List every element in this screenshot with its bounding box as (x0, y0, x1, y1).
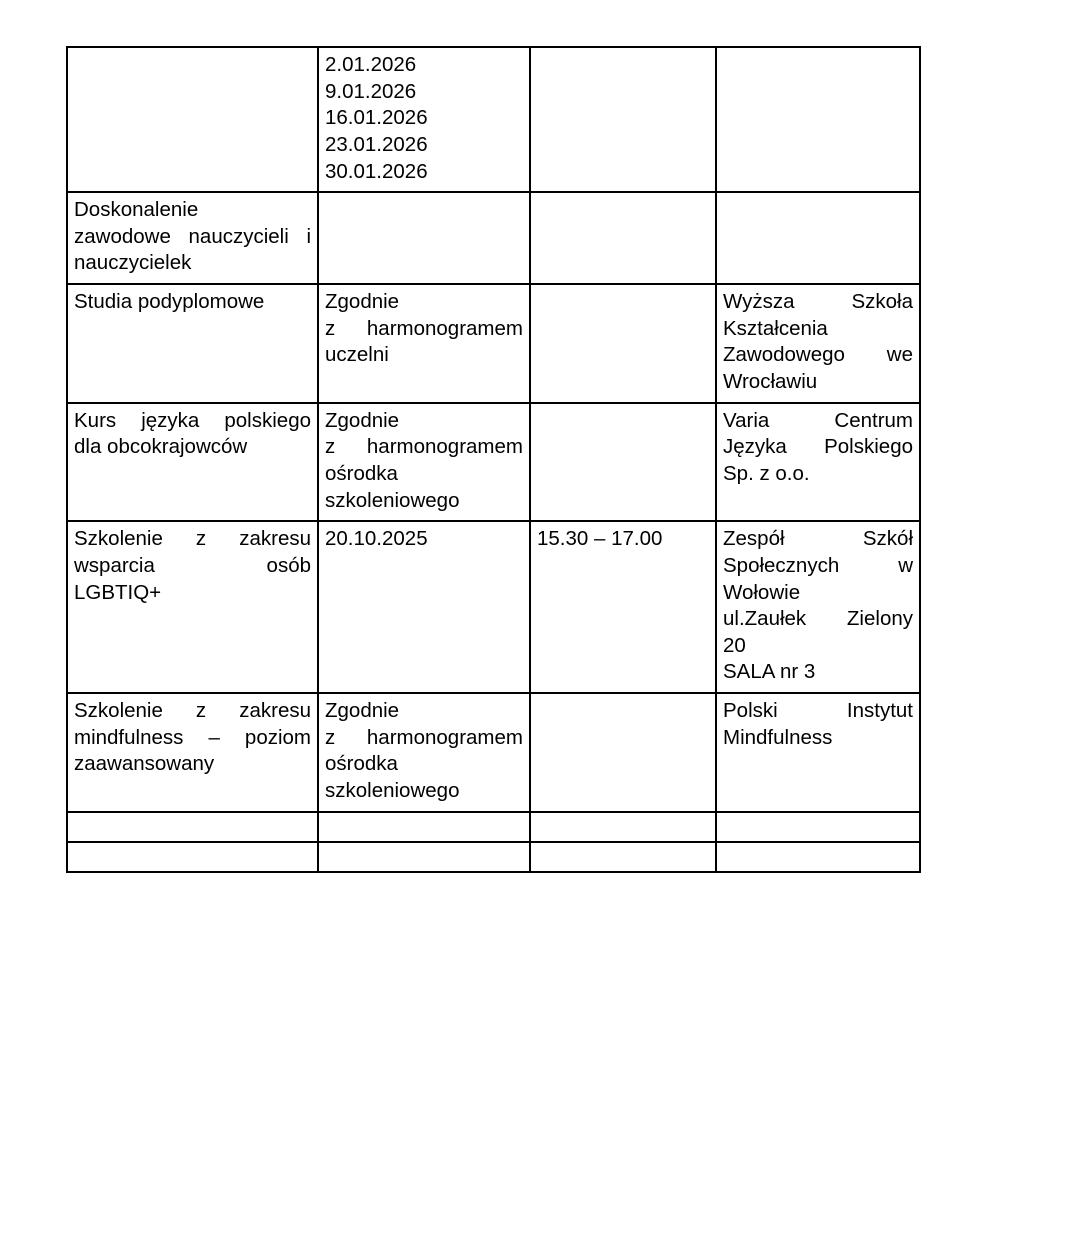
table-row (67, 192, 920, 284)
cell-hours: 15.30 – 17.00 (530, 521, 716, 693)
schedule-table (66, 46, 921, 873)
cell-place: Zespół Szkół Społecznych w Wołowie ul.Zaułek Zielony 20 SALA nr 3 (716, 521, 920, 693)
table-row (67, 693, 920, 812)
table-row (67, 403, 920, 522)
cell-dates (318, 812, 530, 842)
cell-dates: Zgodnie z harmonogramem uczelni (318, 284, 530, 403)
cell-dates (318, 842, 530, 872)
cell-place (716, 842, 920, 872)
cell-place (716, 47, 920, 192)
cell-dates (318, 192, 530, 284)
cell-hours (530, 812, 716, 842)
cell-form: Szkolenie z zakresu mindfulness – poziom zaawansowany (67, 693, 318, 812)
cell-form (67, 47, 318, 192)
cell-hours (530, 403, 716, 522)
cell-hours (530, 192, 716, 284)
cell-hours (530, 693, 716, 812)
cell-place (716, 192, 920, 284)
table-row-empty (67, 812, 920, 842)
cell-form: Doskonalenie zawodowe nauczycieli i nauczycielek (67, 192, 318, 284)
cell-form (67, 812, 318, 842)
cell-dates: 2.01.2026 9.01.2026 16.01.2026 23.01.2026 30.01.2026 (318, 47, 530, 192)
cell-form: Studia podyplomowe (67, 284, 318, 403)
cell-form: Szkolenie z zakresu wsparcia osób LGBTIQ+ (67, 521, 318, 693)
cell-place (716, 812, 920, 842)
table-row-empty (67, 842, 920, 872)
cell-form: Kurs języka polskiego dla obcokrajowców (67, 403, 318, 522)
cell-hours (530, 284, 716, 403)
table-row (67, 521, 920, 693)
cell-place: Wyższa Szkoła Kształcenia Zawodowego we Wrocławiu (716, 284, 920, 403)
cell-place: Varia Centrum Języka Polskiego Sp. z o.o. (716, 403, 920, 522)
cell-place: Polski Instytut Mindfulness (716, 693, 920, 812)
cell-dates: 20.10.2025 (318, 521, 530, 693)
cell-hours (530, 842, 716, 872)
cell-hours (530, 47, 716, 192)
cell-form (67, 842, 318, 872)
table-row (67, 47, 920, 192)
cell-dates: Zgodnie z harmonogramem ośrodka szkoleniowego (318, 403, 530, 522)
table-row (67, 284, 920, 403)
cell-dates: Zgodnie z harmonogramem ośrodka szkoleniowego (318, 693, 530, 812)
